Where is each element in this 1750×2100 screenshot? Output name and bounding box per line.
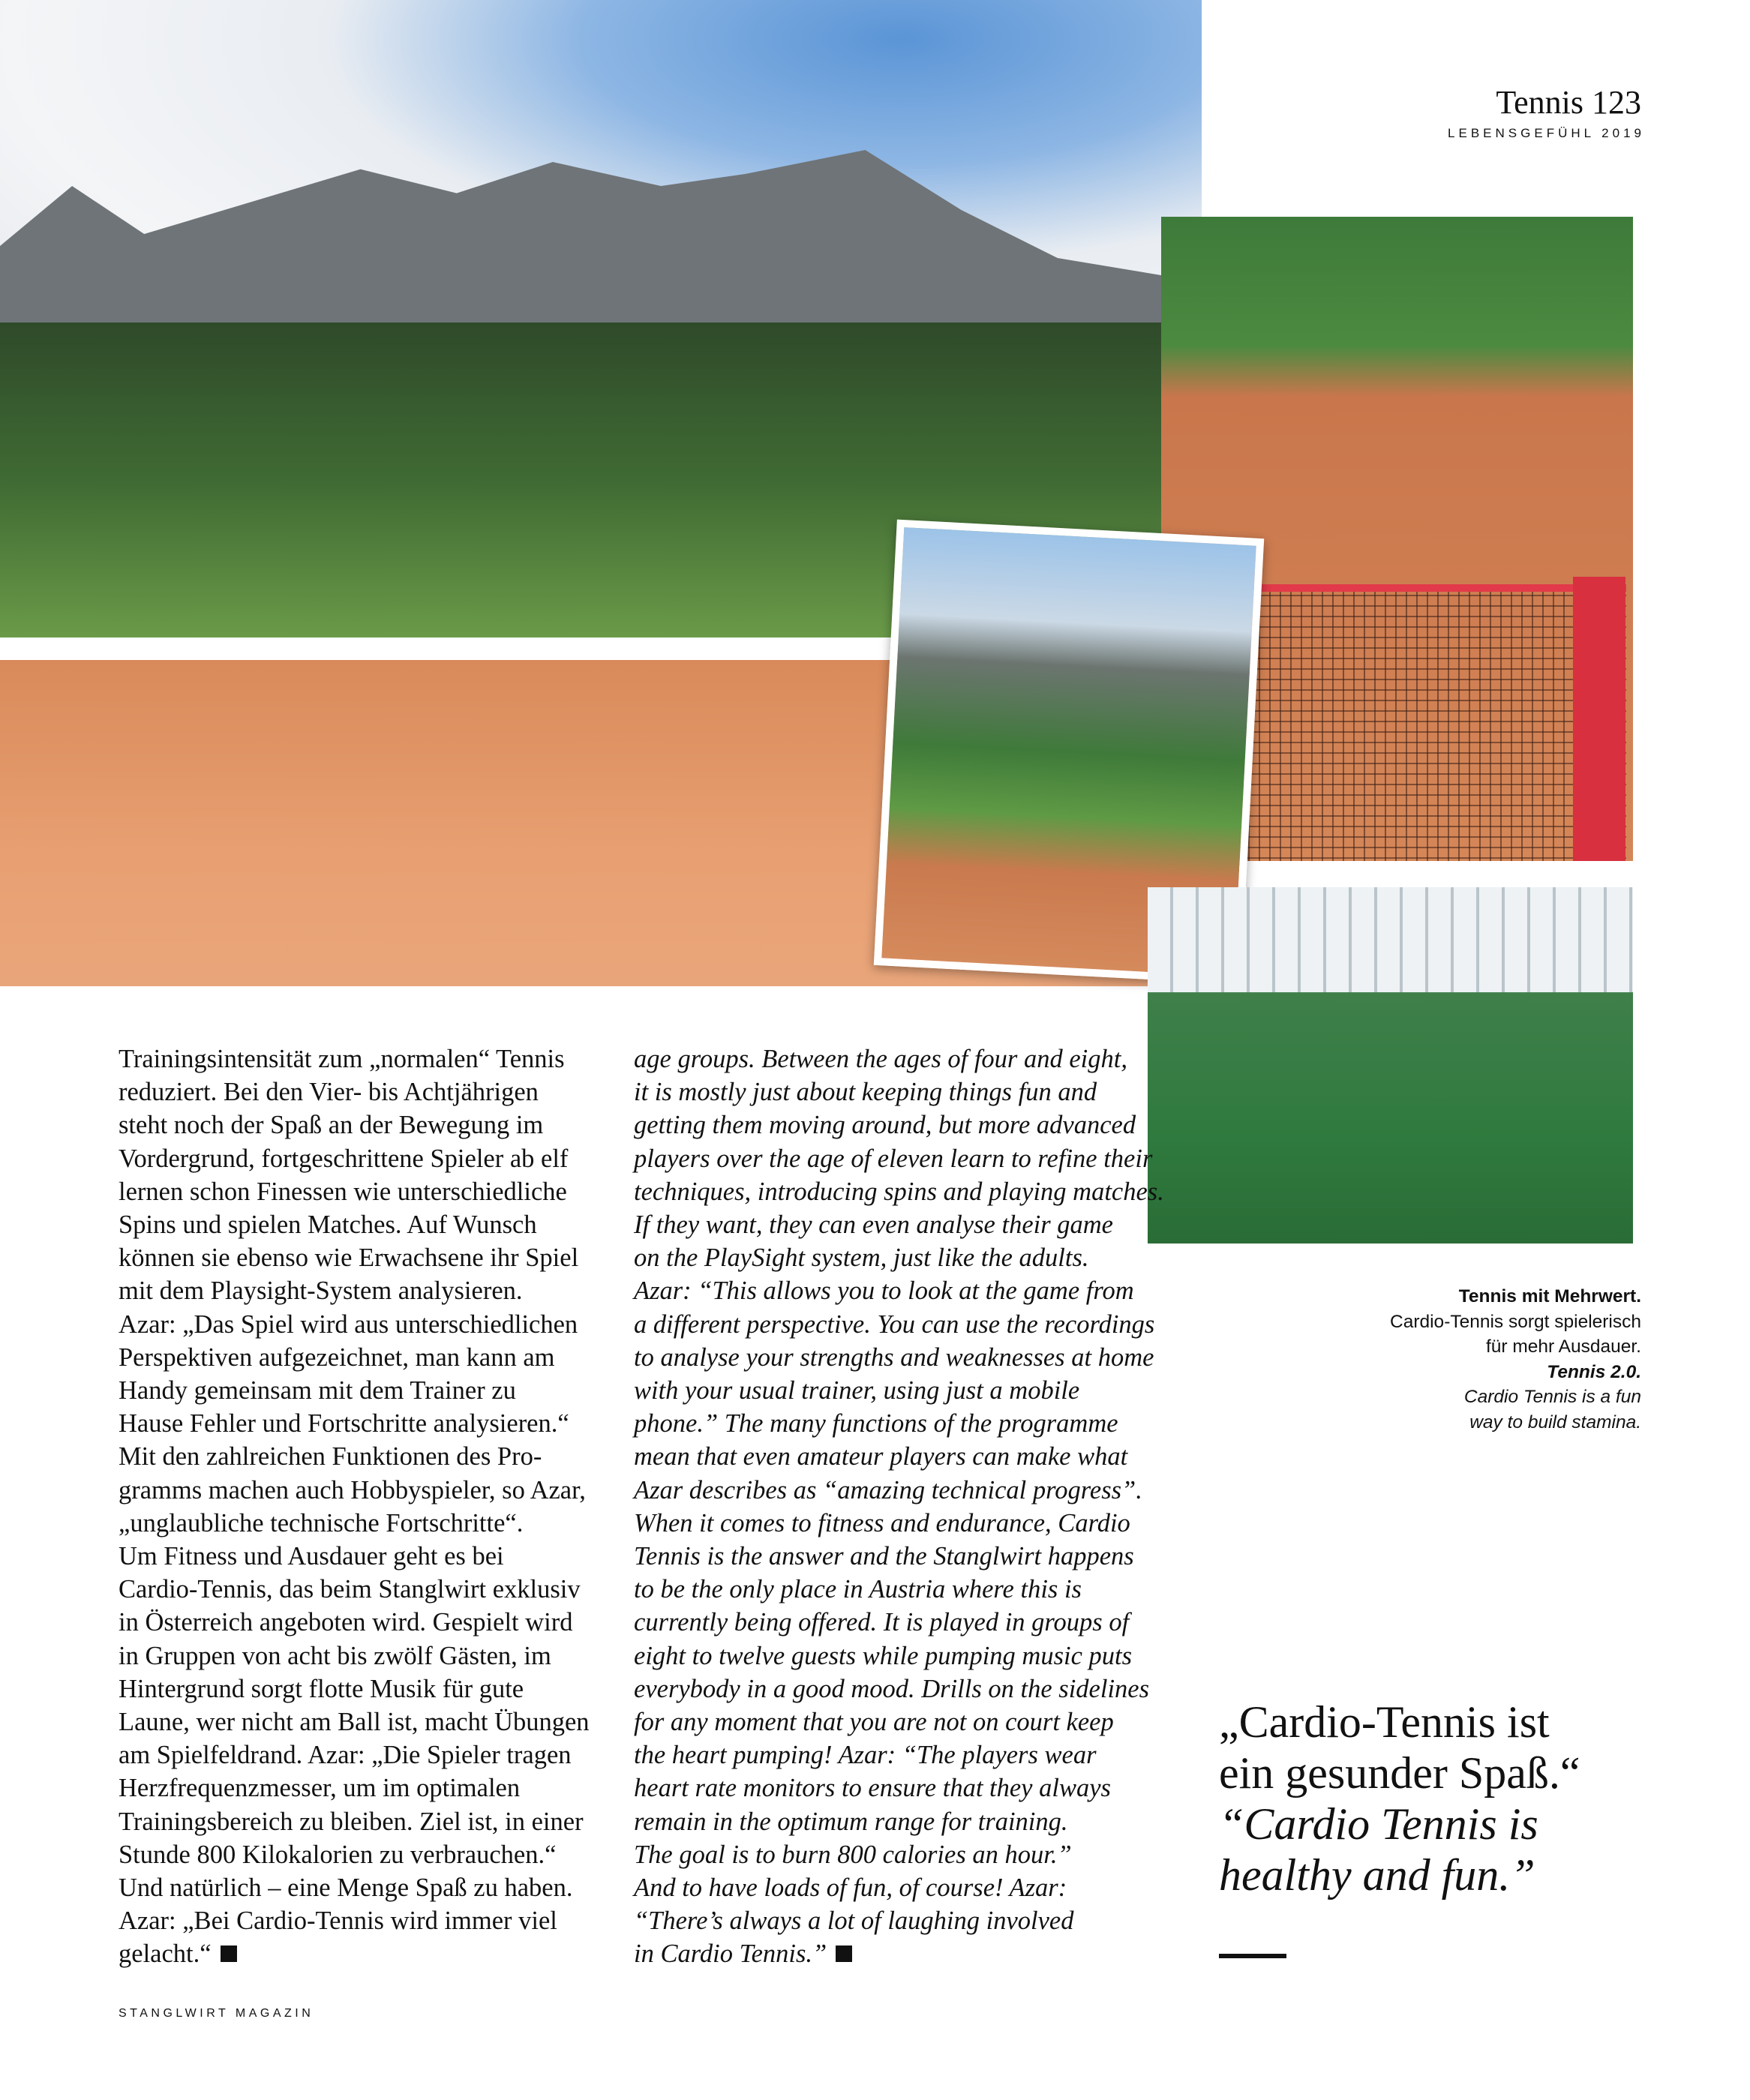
tennis-net (1206, 584, 1626, 861)
text-line-content: steht noch der Spaß an der Bewegung im (119, 1111, 544, 1140)
text-line-content: Azar describes as “amazing technical progress”. (634, 1475, 1142, 1504)
text-line-content: können sie ebenso wie Erwachsene ihr Spiel (119, 1244, 579, 1273)
issue-label: LEBENSGEFÜHL 2019 (1448, 126, 1645, 140)
text-line-content: Tennis is the answer and the Stanglwirt happens (634, 1542, 1134, 1571)
article-column-german (119, 1042, 590, 1971)
text-line (634, 1076, 1164, 1108)
caption-title-de: Tennis mit Mehrwert. (1458, 1286, 1641, 1306)
text-line (634, 1440, 1164, 1473)
text-line (634, 1805, 1164, 1838)
text-line (119, 1606, 590, 1639)
text-line-content: Azar: “This allows you to look at the game from (634, 1276, 1134, 1306)
text-line-content: the heart pumping! Azar: “The players wear (634, 1741, 1097, 1770)
text-line-content: to analyse your strengths and weaknesses at home (634, 1342, 1154, 1372)
text-line (634, 1142, 1164, 1175)
caption-text-en: Cardio Tennis is a fun (1463, 1387, 1641, 1407)
text-line-content: in Gruppen von acht bis zwölf Gästen, im (119, 1641, 551, 1670)
text-line (634, 1274, 1164, 1307)
text-line-content: Mit den zahlreichen Funktionen des Pro- (119, 1442, 542, 1472)
photo-caption (1390, 1284, 1641, 1435)
section-title-page-number: Tennis 123 (1496, 84, 1641, 121)
text-line-content: to be the only place in Austria where this is (634, 1575, 1082, 1604)
text-line (119, 1738, 590, 1772)
text-line-content: on the PlaySight system, just like the adults. (634, 1244, 1089, 1273)
text-line (634, 1308, 1164, 1341)
text-line-content: Herzfrequenzmesser, um im optimalen (119, 1774, 521, 1803)
text-line (634, 1374, 1164, 1407)
text-line (119, 1274, 590, 1307)
text-line (119, 1838, 590, 1871)
text-line-content: And to have loads of fun, of course! Azar: (634, 1874, 1067, 1903)
text-line-content: Hause Fehler und Fortschritte analysieren.“ (119, 1409, 569, 1438)
text-line (119, 1540, 590, 1573)
text-line (119, 1871, 590, 1904)
pull-quote-en: healthy and fun.” (1219, 1850, 1535, 1900)
text-line-content: am Spielfeldrand. Azar: „Die Spieler tragen (119, 1741, 572, 1770)
text-line (634, 1672, 1164, 1706)
text-line (634, 1871, 1164, 1904)
text-line-content: Trainingsintensität zum „normalen“ Tennis (119, 1045, 565, 1073)
text-line-content: for any moment that you are not on court keep (634, 1708, 1114, 1737)
text-line-content: mean that even amateur players can make what (634, 1442, 1128, 1472)
text-line (119, 1672, 590, 1706)
text-line (119, 1241, 590, 1274)
text-line (119, 1805, 590, 1838)
text-line-content: Laune, wer nicht am Ball ist, macht Übungen (119, 1708, 590, 1737)
text-line-content: age groups. Between the ages of four and eight, (634, 1045, 1127, 1073)
pull-quote-de: ein gesunder Spaß.“ (1219, 1748, 1580, 1798)
text-line (634, 1640, 1164, 1672)
photo-indoor-cardio-tennis (1148, 887, 1633, 1244)
text-line-content: heart rate monitors to ensure that they always (634, 1774, 1111, 1803)
text-line (119, 1108, 590, 1142)
pull-quote (1219, 1696, 1580, 1900)
caption-text-de: Cardio-Tennis sorgt spielerisch (1390, 1311, 1641, 1332)
end-mark-icon (836, 1946, 852, 1962)
text-line-content: Azar: „Bei Cardio-Tennis wird immer viel (119, 1906, 557, 1936)
text-line-content: Trainingsbereich zu bleiben. Ziel ist, in einer (119, 1807, 584, 1836)
text-line (119, 1042, 590, 1076)
pull-quote-en: “Cardio Tennis is (1219, 1799, 1538, 1849)
caption-text-en: way to build stamina. (1469, 1412, 1641, 1432)
text-line-content: mit dem Playsight-System analysieren. (119, 1276, 523, 1306)
text-line (119, 1142, 590, 1175)
text-line (119, 1937, 590, 1970)
text-line-content: techniques, introducing spins and playing matches. (634, 1177, 1164, 1206)
text-line-content: everybody in a good mood. Drills on the sidelines (634, 1674, 1150, 1703)
text-line (119, 1407, 590, 1440)
caption-title-en: Tennis 2.0. (1547, 1361, 1641, 1382)
text-line (634, 1573, 1164, 1606)
footer-magazine-name: STANGLWIRT MAGAZIN (119, 2007, 314, 2020)
text-line (634, 1738, 1164, 1772)
text-line (119, 1507, 590, 1540)
text-line (119, 1341, 590, 1374)
text-line (119, 1440, 590, 1473)
text-line-content: Vordergrund, fortgeschrittene Spieler ab elf (119, 1144, 569, 1173)
text-line-content: it is mostly just about keeping things fun and (634, 1078, 1097, 1107)
text-line (634, 1341, 1164, 1374)
text-line (634, 1937, 1164, 1970)
net-banner (1573, 577, 1625, 861)
text-line-content: lernen schon Finessen wie unterschiedliche (119, 1177, 567, 1206)
text-line (119, 1640, 590, 1672)
text-line-content: When it comes to fitness and endurance, Cardio (634, 1508, 1130, 1538)
text-line (634, 1407, 1164, 1440)
text-line (119, 1474, 590, 1507)
text-line-content: gelacht.“ (119, 1940, 212, 1969)
text-line-content: The goal is to burn 800 calories an hour.” (634, 1840, 1072, 1869)
text-line-content: Hintergrund sorgt flotte Musik für gute (119, 1674, 524, 1703)
text-line-content: Cardio-Tennis, das beim Stanglwirt exklusiv (119, 1575, 581, 1604)
text-line (634, 1241, 1164, 1274)
page-header (1448, 84, 1645, 141)
text-line (634, 1474, 1164, 1507)
text-line (634, 1175, 1164, 1208)
text-line-content: gramms machen auch Hobbyspieler, so Azar, (119, 1475, 586, 1504)
text-line (119, 1772, 590, 1804)
text-line (634, 1042, 1164, 1076)
text-line (634, 1507, 1164, 1540)
text-line-content: getting them moving around, but more advanced (634, 1111, 1136, 1140)
text-line (634, 1904, 1164, 1937)
end-mark-icon (221, 1946, 237, 1962)
text-line-content: reduziert. Bei den Vier- bis Achtjährigen (119, 1078, 539, 1107)
text-line-content: Handy gemeinsam mit dem Trainer zu (119, 1376, 516, 1406)
text-line-content: players over the age of eleven learn to refine their (634, 1144, 1153, 1173)
text-line-content: phone.” The many functions of the programme (634, 1409, 1118, 1438)
text-line-content: in Österreich angeboten wird. Gespielt wird (119, 1608, 573, 1637)
text-line (119, 1374, 590, 1407)
text-line-content: Um Fitness und Ausdauer geht es bei (119, 1542, 504, 1571)
pull-quote-rule (1219, 1954, 1286, 1958)
text-line-content: Perspektiven aufgezeichnet, man kann am (119, 1342, 555, 1372)
text-line-content: Und natürlich – eine Menge Spaß zu haben. (119, 1874, 573, 1903)
text-line (119, 1175, 590, 1208)
hall-roof (1148, 887, 1633, 992)
text-line (634, 1108, 1164, 1142)
text-line (119, 1208, 590, 1241)
caption-text-de: für mehr Ausdauer. (1485, 1336, 1641, 1357)
text-line (119, 1308, 590, 1341)
text-line-content: a different perspective. You can use the recordings (634, 1310, 1155, 1339)
text-line (119, 1076, 590, 1108)
text-line (634, 1606, 1164, 1639)
text-line-content: “There’s always a lot of laughing involved (634, 1906, 1074, 1936)
text-line-content: Spins und spielen Matches. Auf Wunsch (119, 1210, 537, 1240)
text-line-content: with your usual trainer, using just a mobile (634, 1376, 1080, 1406)
pull-quote-de: „Cardio-Tennis ist (1219, 1697, 1550, 1747)
text-line-content: Azar: „Das Spiel wird aus unterschiedlichen (119, 1310, 578, 1339)
text-line-content: If they want, they can even analyse their game (634, 1210, 1113, 1240)
text-line-content: eight to twelve guests while pumping music puts (634, 1641, 1133, 1670)
text-line (634, 1208, 1164, 1241)
text-line (119, 1904, 590, 1937)
text-line (634, 1838, 1164, 1871)
text-line (634, 1772, 1164, 1804)
text-line-content: remain in the optimum range for training. (634, 1807, 1068, 1836)
text-line-content: in Cardio Tennis.” (634, 1940, 827, 1969)
text-line-content: „unglaubliche technische Fortschritte“. (119, 1508, 524, 1538)
text-line (119, 1706, 590, 1738)
text-line (119, 1573, 590, 1606)
text-line-content: currently being offered. It is played in groups of (634, 1608, 1130, 1637)
text-line (634, 1706, 1164, 1738)
text-line (634, 1540, 1164, 1573)
article-column-english (634, 1042, 1164, 1971)
text-line-content: Stunde 800 Kilokalorien zu verbrauchen.“ (119, 1840, 557, 1869)
